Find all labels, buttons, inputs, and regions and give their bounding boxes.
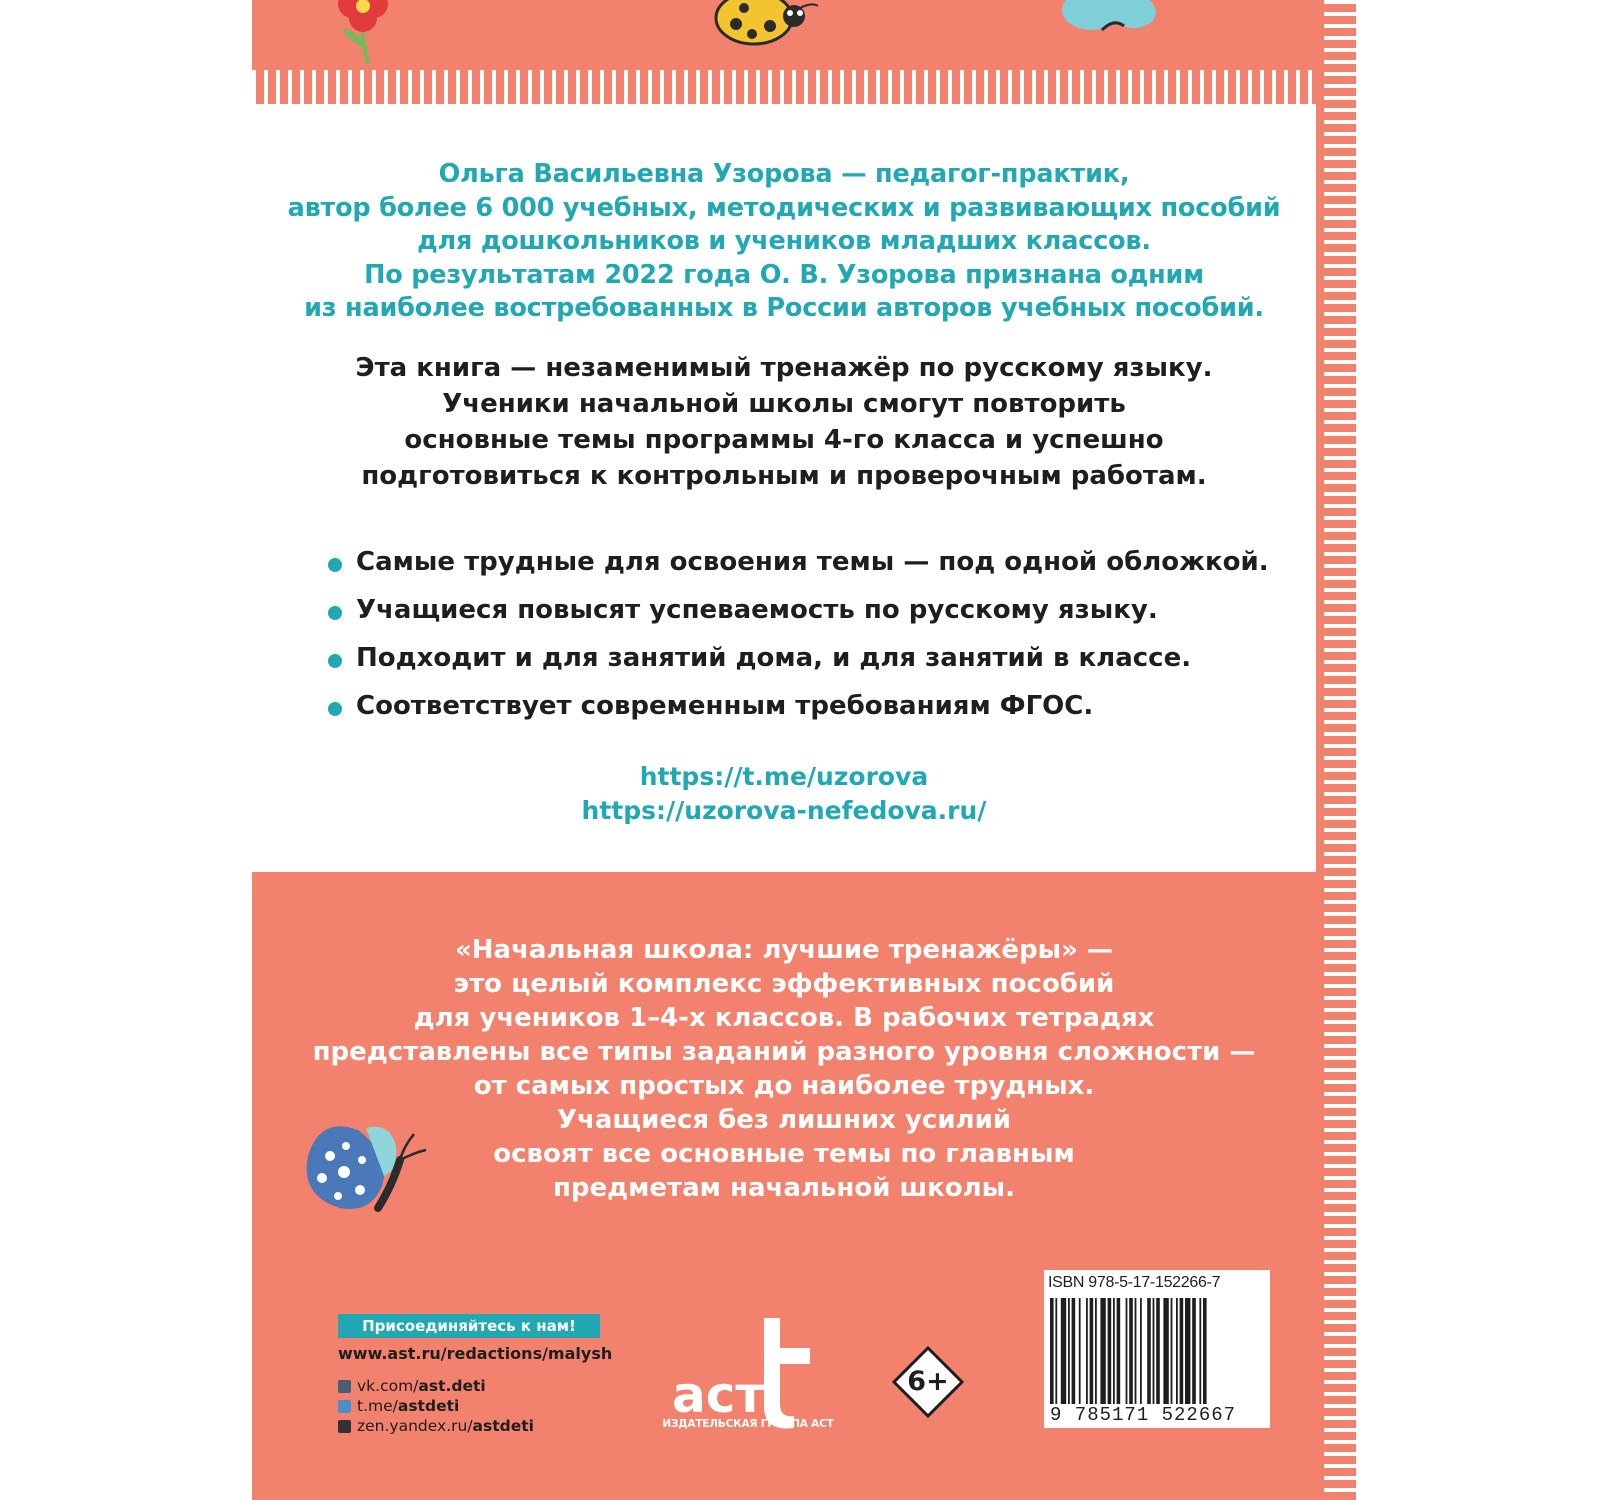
feature-list-item: [326, 545, 1269, 593]
feature-list-item: [326, 689, 1269, 737]
social-link-zen[interactable]: [338, 1416, 534, 1436]
intro-line: подготовиться к контрольным и проверочным работам.: [361, 461, 1207, 491]
intro-paragraph: [252, 350, 1316, 494]
series-line: представлены все типы заданий разного уровня сложности —: [312, 1037, 1256, 1067]
social-prefix: t.me/: [357, 1397, 398, 1415]
intro-line: основные темы программы 4-го класса и успешно: [404, 425, 1164, 455]
feature-list-item: [326, 593, 1269, 641]
publisher-logo-text: аст: [672, 1366, 765, 1424]
telegram-link[interactable]: https://t.me/uzorova: [639, 762, 929, 791]
feature-text: Подходит и для занятий дома, и для занятий в классе.: [356, 643, 1192, 673]
top-stripe-pattern: [252, 70, 1316, 104]
bullet-dot-icon: [328, 654, 342, 668]
author-line: автор более 6 000 учебных, методических и развивающих пособий: [287, 192, 1281, 223]
publisher-logo: [668, 1308, 818, 1432]
butterfly-illustration-top: [1062, 0, 1156, 30]
publisher-subtitle: ИЗДАТЕЛЬСКАЯ ГРУППА АСТ: [662, 1418, 834, 1430]
author-links: [252, 760, 1316, 828]
author-line: Ольга Васильевна Узорова — педагог-практик,: [438, 159, 1130, 189]
social-handle: ast.deti: [418, 1377, 486, 1395]
series-line: для учеников 1–4-х классов. В рабочих тетрадях: [413, 1003, 1155, 1033]
book-back-cover: [252, 0, 1356, 1500]
bullet-dot-icon: [328, 558, 342, 572]
top-illustrations: [252, 0, 1356, 70]
social-handle: astdeti: [397, 1397, 460, 1415]
publisher-site-link[interactable]: www.ast.ru/redactions/malysh: [338, 1344, 613, 1363]
feature-text: Соответствует современным требованиям ФГОС.: [356, 691, 1094, 721]
series-line: это целый комплекс эффективных пособий: [453, 969, 1115, 999]
author-line: для дошкольников и учеников младших классов.: [417, 226, 1151, 256]
series-line: Учащиеся без лишних усилий: [556, 1105, 1012, 1135]
series-line: освоят все основные темы по главным: [493, 1139, 1075, 1169]
social-handle: astdeti: [472, 1417, 534, 1435]
website-link[interactable]: https://uzorova-nefedova.ru/: [581, 796, 987, 825]
feature-list-item: [326, 641, 1269, 689]
barcode-digits: 9 785171 522667: [1050, 1404, 1237, 1426]
bullet-dot-icon: [328, 606, 342, 620]
join-us-banner: Присоединяйтесь к нам!: [338, 1314, 600, 1338]
feature-text: Самые трудные для освоения темы — под одной обложкой.: [356, 547, 1269, 577]
bullet-dot-icon: [328, 702, 342, 716]
side-stripe-pattern: [1324, 0, 1356, 1500]
ladybug-illustration: [716, 0, 818, 44]
age-rating-text: 6+: [907, 1366, 949, 1397]
barcode: [1050, 1298, 1254, 1404]
vk-icon: [338, 1380, 351, 1393]
series-line: от самых простых до наиболее трудных.: [473, 1071, 1095, 1101]
series-line: предметам начальной школы.: [552, 1173, 1016, 1203]
intro-line: Эта книга — незаменимый тренажёр по русскому языку.: [355, 353, 1213, 383]
intro-line: Ученики начальной школы смогут повторить: [442, 389, 1126, 419]
feature-text: Учащиеся повысят успеваемость по русскому языку.: [356, 595, 1158, 625]
social-link-vk[interactable]: [338, 1376, 534, 1396]
social-prefix: vk.com/: [357, 1377, 419, 1395]
telegram-icon: [338, 1400, 351, 1413]
flower-illustration: [338, 0, 388, 64]
author-line: По результатам 2022 года О. В. Узорова признана одним: [364, 259, 1204, 290]
social-links: [338, 1376, 534, 1436]
author-line: из наиболее востребованных в России авторов учебных пособий.: [304, 293, 1264, 323]
series-line: «Начальная школа: лучшие тренажёры» —: [454, 935, 1114, 965]
series-paragraph: [252, 933, 1316, 1205]
social-link-telegram[interactable]: [338, 1396, 534, 1416]
zen-icon: [338, 1420, 351, 1433]
author-paragraph: [252, 158, 1316, 326]
feature-list: [326, 545, 1269, 737]
isbn-number: ISBN 978-5-17-152266-7: [1048, 1274, 1221, 1291]
social-prefix: zen.yandex.ru/: [357, 1417, 473, 1435]
